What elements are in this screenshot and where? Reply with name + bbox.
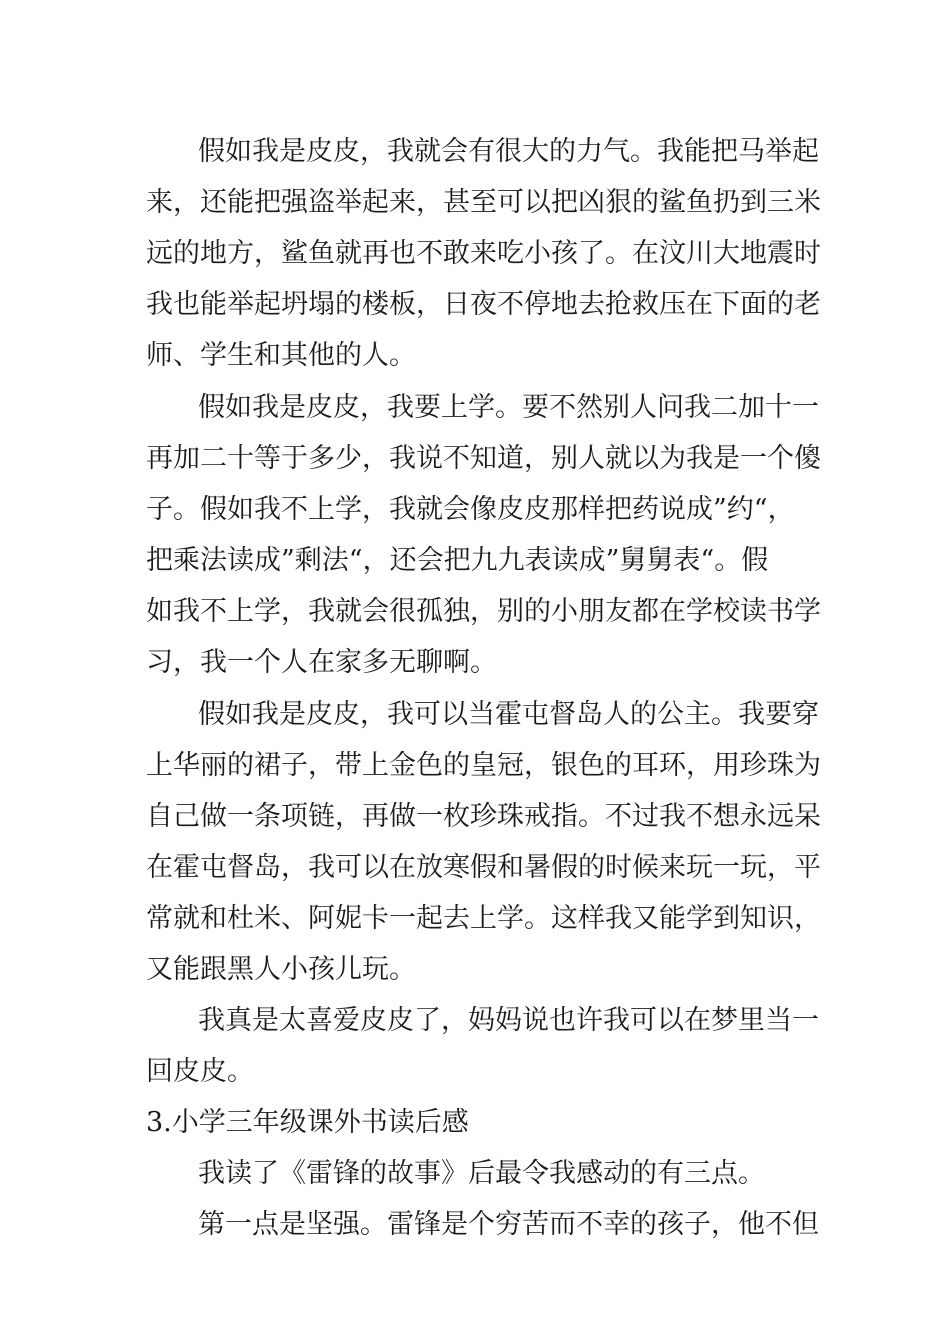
paragraph-1-line-3: 远的地方，鲨鱼就再也不敢来吃小孩了。在汶川大地震时 (146, 238, 821, 269)
paragraph-3-line-6: 又能跟黑人小孩儿玩。 (146, 954, 416, 985)
paragraph-2-line-1: 假如我是皮皮，我要上学。要不然别人问我二加十一 (198, 392, 819, 423)
paragraph-3-line-5: 常就和杜米、阿妮卡一起去上学。这样我又能学到知识， (146, 903, 821, 934)
paragraph-2-line-3: 子。假如我不上学，我就会像皮皮那样把药说成”约“， (146, 494, 795, 525)
paragraph-1-line-2: 来，还能把强盗举起来，甚至可以把凶狠的鲨鱼扔到三米 (146, 187, 821, 218)
paragraph-6-line-1: 第一点是坚强。雷锋是个穷苦而不幸的孩子，他不但 (198, 1209, 819, 1240)
paragraph-5-line-1: 我读了《雷锋的故事》后最令我感动的有三点。 (198, 1158, 765, 1189)
paragraph-3-line-1: 假如我是皮皮，我可以当霍屯督岛人的公主。我要穿 (198, 699, 819, 730)
paragraph-3-line-3: 自己做一条项链，再做一枚珍珠戒指。不过我不想永远呆 (146, 801, 821, 832)
paragraph-1-line-1: 假如我是皮皮，我就会有很大的力气。我能把马举起 (198, 136, 819, 167)
paragraph-1-line-4: 我也能举起坍塌的楼板，日夜不停地去抢救压在下面的老 (146, 289, 821, 320)
paragraph-3-line-2: 上华丽的裙子，带上金色的皇冠，银色的耳环，用珍珠为 (146, 750, 821, 781)
paragraph-2-line-6: 习，我一个人在家多无聊啊。 (146, 647, 497, 678)
paragraph-4-line-1: 我真是太喜爱皮皮了，妈妈说也许我可以在梦里当一 (198, 1005, 819, 1036)
paragraph-3-line-4: 在霍屯督岛，我可以在放寒假和暑假的时候来玩一玩，平 (146, 852, 821, 883)
paragraph-2-line-5: 如我不上学，我就会很孤独，别的小朋友都在学校读书学 (146, 596, 821, 627)
paragraph-2-line-4: 把乘法读成”剩法“，还会把九九表读成”舅舅表“。假 (146, 545, 769, 576)
paragraph-2-line-2: 再加二十等于多少，我说不知道，别人就以为我是一个傻 (146, 443, 821, 474)
section-heading: 3.小学三年级课外书读后感 (146, 1107, 469, 1138)
paragraph-1-line-5: 师、学生和其他的人。 (146, 340, 416, 371)
paragraph-4-line-2: 回皮皮。 (146, 1056, 254, 1087)
